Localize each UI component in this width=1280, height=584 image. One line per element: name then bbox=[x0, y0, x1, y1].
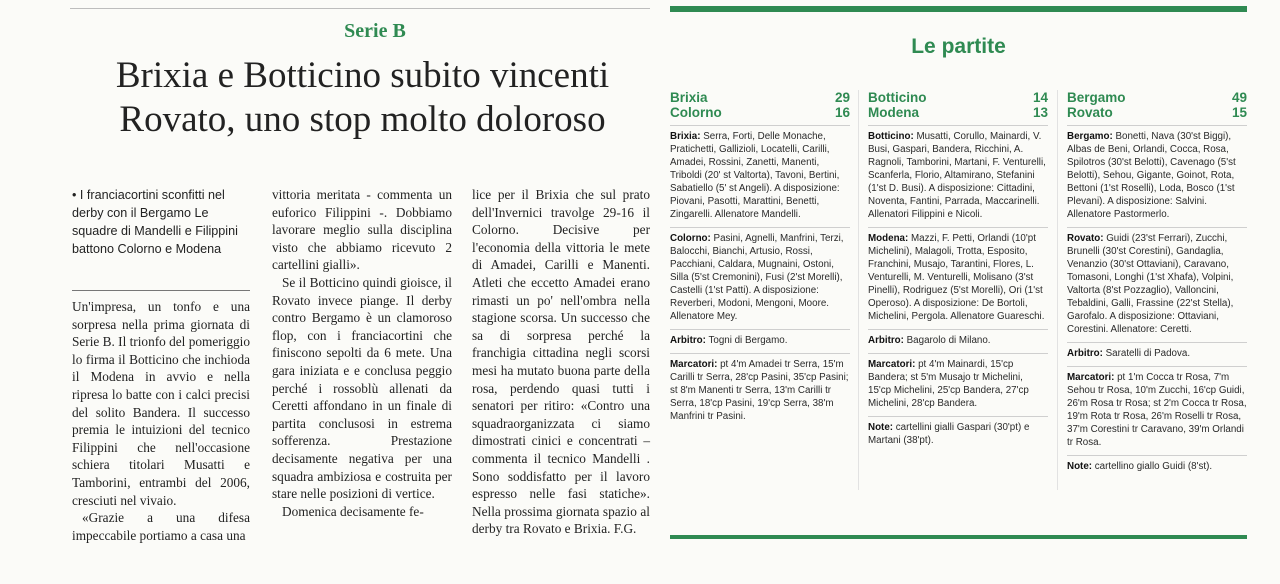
summary-rule bbox=[72, 290, 250, 291]
home-lineup: Botticino: Musatti, Corullo, Mainardi, V. Busi, Gaspari, Bandera, Ricchini, A. Ragnoli, Tamborini, Martani, F. Venturelli, Scanferla, Florio, Altamirano, Stefanini (1'st D. Busi). A disposizione: Cittadini, Noventa, Fantini, Parrada, Maccarinelli. Allenatori Filippini e Nicoli. bbox=[868, 125, 1048, 221]
home-team: Bergamo bbox=[1067, 90, 1126, 105]
scorers: Marcatori: pt 4'm Mainardi, 15'cp Bandera; st 5'm Musajo tr Michelini, 15'cp Michelini, 25'cp Bandera, 27'cp Michelini, 28'cp Bandera. bbox=[868, 353, 1048, 410]
home-score-row bbox=[1067, 90, 1247, 105]
notes: Note: cartellini gialli Gaspari (30'pt) e Martani (38'pt). bbox=[868, 416, 1048, 447]
notes: Note: cartellino giallo Guidi (8'st). bbox=[1067, 455, 1247, 473]
paragraph: Domenica decisamente fe- bbox=[282, 503, 424, 519]
away-lineup: Modena: Mazzi, F. Petti, Orlandi (10'pt Michelini), Malagoli, Trotta, Esposito, Franchini, Musajo, Tarantini, Flores, L. Venturelli, M. Venturelli, Molisano (3'st Pinelli), Rodriguez (5'st Morelli), Ori (1'st Operoso). A disposizione: De Bortoli, Michelini, Pergola. Allenatore Guareschi. bbox=[868, 227, 1048, 323]
paragraph: Se il Botticino quindi gioisce, il Rovato invece piange. Il derby contro Bergamo è un clamoroso flop, con i franciacortini che finiscono sepolti da 6 mete. Una gara iniziata e e conclusa peggio perché i rossoblù allenati da Ceretti affondano in un finale di partita conclusosi in estrema sofferenza. Prestazione decisamente negativa per una squadra ambiziosa e costruita per stare nelle posizioni di vertice. bbox=[272, 274, 452, 502]
away-team: Rovato bbox=[1067, 105, 1113, 120]
paragraph: lice per il Brixia che sul prato dell'Invernici travolge 29-16 il Colorno. Decisive per l'economia della vittoria le mete di Amadei, Carilli e Manenti. Atleti che eccetto Amadei erano rimasti un po' nell'ombra nella stagione scorsa. Un successo che sa di sorpresa perché la franchigia cittadina negli scorsi mesi ha mutato buona parte della rosa, perdendo quasi tutti i senatori per ritiro: «Contro una squadraorganizzata ci siamo dimostrati cinici e concentrati – commenta il tecnico Mandelli . Sono soddisfatto per il lavoro espresso nelle fasi statiche». Nella prossima giornata spazio al derby tra Rovato e Brixia. F.G. bbox=[472, 187, 650, 537]
headline-line-2: Rovato, uno stop molto doloroso bbox=[119, 99, 606, 140]
column-divider bbox=[1057, 90, 1058, 490]
column-divider bbox=[858, 90, 859, 490]
box-bottom-bar bbox=[670, 535, 1247, 539]
home-score: 29 bbox=[834, 90, 850, 105]
paragraph: vittoria meritata - commenta un euforico Filippini -. Dobbiamo lavorare meglio sulla disciplina visto che abbiamo ricevuto 2 cartellini gialli». bbox=[272, 187, 452, 273]
article-column-2 bbox=[272, 186, 452, 520]
home-score-row bbox=[868, 90, 1048, 105]
headline bbox=[70, 54, 655, 142]
top-rule bbox=[70, 8, 650, 9]
home-score-row bbox=[670, 90, 850, 105]
section-label: Serie B bbox=[344, 20, 406, 42]
box-top-bar bbox=[670, 6, 1247, 12]
home-lineup: Bergamo: Bonetti, Nava (30'st Biggi), Albas de Beni, Orlandi, Cocca, Rosa, Spilotros (30'st Belotti), Cavenago (5'st Belotti), Sehou, Gigante, Goinot, Rota, Bettoni (1'st Roselli), Loda, Bosco (1'st Plevani). A disposizione: Salvini. Allenatore Pastormerlo. bbox=[1067, 125, 1247, 221]
home-team: Brixia bbox=[670, 90, 708, 105]
referee: Arbitro: Bagarolo di Milano. bbox=[868, 329, 1048, 347]
paragraph: «Grazie a una difesa impeccabile portiamo a casa una bbox=[72, 510, 250, 543]
away-score: 16 bbox=[834, 105, 850, 120]
scorers: Marcatori: pt 1'm Cocca tr Rosa, 7'm Sehou tr Rosa, 10'm Zucchi, 16'cp Guidi, 26'm Rosa tr Rosa; st 2'm Cocca tr Rosa, 19'm Rota tr Rosa, 26'm Roselli tr Rosa, 37'm Corestini tr Caravano, 39'm Orlandi tr Rosa. bbox=[1067, 366, 1247, 449]
box-title: Le partite bbox=[911, 35, 1006, 58]
away-score-row bbox=[1067, 105, 1247, 120]
referee: Arbitro: Saratelli di Padova. bbox=[1067, 342, 1247, 360]
home-score: 14 bbox=[1032, 90, 1048, 105]
home-team: Botticino bbox=[868, 90, 927, 105]
away-lineup: Rovato: Guidi (23'st Ferrari), Zucchi, Brunelli (30'st Corestini), Gandaglia, Venanzio (30'st Ottaviani), Caravano, Tomasoni, Longhi (1'st Xhafa), Volpini, Valtorta (8'st Pozzaglio), Valloncini, Tebaldini, Galli, Frassine (22'st Stella), Garofalo. A disposizione: Ottaviani, Corestini. Allenatore: Ceretti. bbox=[1067, 227, 1247, 336]
away-lineup: Colorno: Pasini, Agnelli, Manfrini, Terzi, Balocchi, Bianchi, Artusio, Rossi, Pacchiani, Caldara, Mugnaini, Ostoni, Silla (5'st Cremonini), Fusi (2'st Morelli), Castelli (1'st Patti). A disposizione: Reverberi, Modoni, Mengoni, Moore. Allenatore Mey. bbox=[670, 227, 850, 323]
match-card-brixia-colorno bbox=[670, 90, 850, 423]
referee: Arbitro: Togni di Bergamo. bbox=[670, 329, 850, 347]
home-score: 49 bbox=[1231, 90, 1247, 105]
scorers: Marcatori: pt 4'm Amadei tr Serra, 15'm Carilli tr Serra, 28'cp Pasini, 35'cp Pasini; st 8'm Manenti tr Serra, 13'm Carilli tr Serra, 18'cp Pasini, 19'cp Serra, 38'm Manfrini tr Pasini. bbox=[670, 353, 850, 423]
away-score-row bbox=[868, 105, 1048, 120]
away-team: Colorno bbox=[670, 105, 722, 120]
article-column-1 bbox=[72, 298, 250, 544]
away-score: 15 bbox=[1231, 105, 1247, 120]
paragraph: Un'impresa, un tonfo e una sorpresa nella prima giornata di Serie B. Il trionfo del pomeriggio lo firma il Botticino che inchioda il Modena in avvio e nella ripresa lo batte con i calci precisi del solito Bandera. Il successo premia le intuizioni del tecnico Filippini che nell'occasione schiera titolari Musatti e Tamborini, entrambi del 2006, cresciuti nel vivaio. bbox=[72, 299, 250, 508]
article-column-3 bbox=[472, 186, 650, 538]
headline-line-1: Brixia e Botticino subito vincenti bbox=[115, 55, 610, 96]
away-team: Modena bbox=[868, 105, 920, 120]
match-card-bergamo-rovato bbox=[1067, 90, 1247, 473]
away-score: 13 bbox=[1032, 105, 1048, 120]
home-lineup: Brixia: Serra, Forti, Delle Monache, Pratichetti, Gallizioli, Locatelli, Carilli, Amadei, Rossini, Zanetti, Manenti, Triboldi (20' st Valtorta), Tavoni, Bertini, Sabatiello (5' st Angeli). A disposizione: Piovani, Pasotti, Marattini, Benetti, Zingarelli. Allenatore Mandelli. bbox=[670, 125, 850, 221]
away-score-row bbox=[670, 105, 850, 120]
summary: • I franciacortini sconfitti nel derby con il Bergamo Le squadre di Mandelli e Filippini battono Colorno e Modena bbox=[72, 188, 238, 256]
match-card-botticino-modena bbox=[868, 90, 1048, 447]
